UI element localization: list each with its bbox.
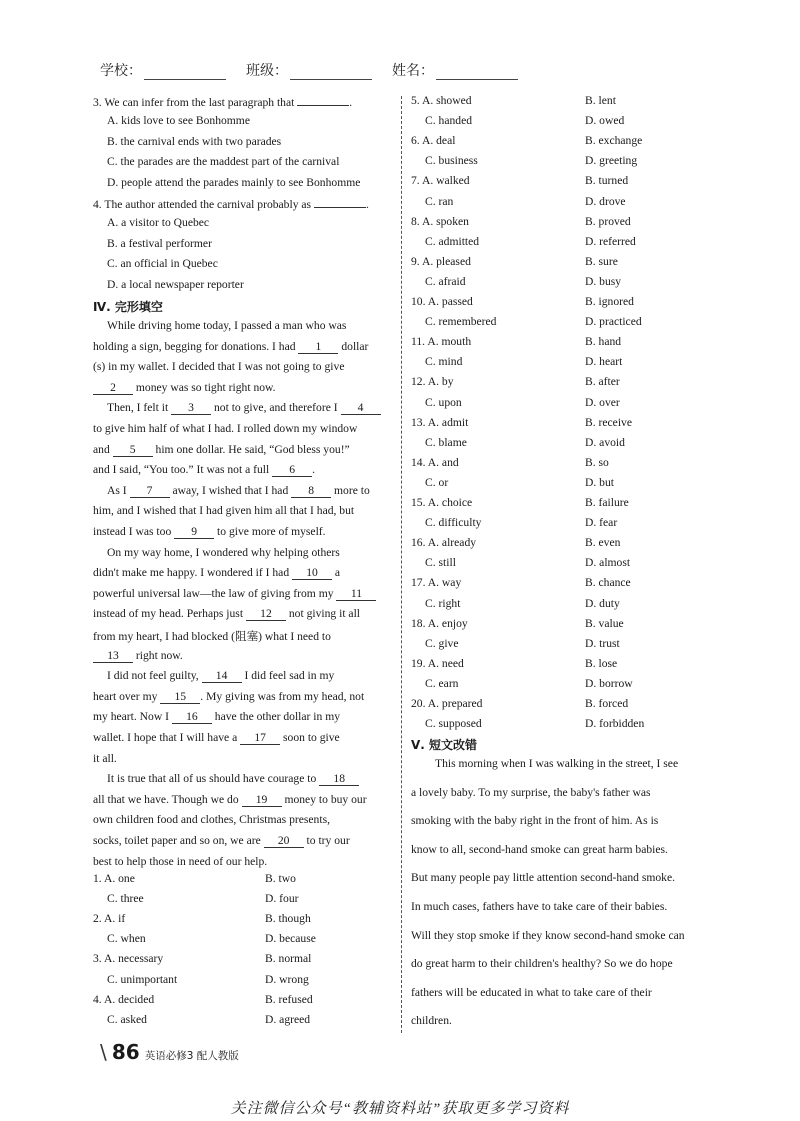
name-field[interactable] [436,65,518,80]
option-b: B. forced [585,697,629,710]
passage-text: It is true that all of us should have courage to [107,772,320,786]
blank-number: 10 [292,567,332,580]
option-a: C. supposed [425,717,482,731]
option-b: D. over [585,395,620,409]
option-b: D. but [585,475,614,489]
option-a: 4. A. decided [93,992,155,1006]
school-label: 学校： [100,63,142,79]
blank-number: 18 [319,773,359,786]
passage-line [93,566,340,580]
option-a: 12. A. by [411,375,454,389]
passage-line [93,628,331,644]
passage-text: I did not feel guilty, [107,669,202,683]
blank-number: 8 [291,485,331,498]
blank-number: 9 [174,526,214,539]
option-b: D. practiced [585,315,642,329]
book-title: 英语必修3 配人教版 [144,1050,239,1062]
option-a: C. or [425,475,449,489]
option-b: D. almost [585,556,631,570]
option-b: D. four [265,892,299,906]
passage-line [93,360,344,373]
passage-text: While driving home today, I passed a man who was [107,319,347,332]
option: B. the carnival ends with two parades [107,135,282,148]
answer-blank [314,196,366,208]
blank-number: 12 [246,608,286,621]
blank-number: 13 [93,650,133,663]
option-a: C. difficulty [425,516,482,530]
passage-text: it all. [93,751,117,765]
passage-text: instead I was too [93,525,175,538]
passage-text: right now. [133,648,183,662]
passage-line: children. [411,1014,452,1028]
blank-number: 19 [242,794,282,807]
passage-text: heart over my [93,689,161,703]
option-a: 20. A. prepared [411,697,483,710]
passage-line [93,607,360,621]
passage-line: know to all, second-hand smoke can great harm babies. [411,842,668,856]
passage-text: to give more of myself. [214,525,326,538]
blank-number: 5 [113,444,153,457]
page-number: 86 [111,1040,140,1064]
option-a: C. upon [425,395,462,409]
option-b: D. greeting [585,154,638,168]
option-b: B. lent [585,94,616,107]
option-a: 17. A. way [411,576,462,590]
passage-line [107,546,340,559]
passage-text: As I [107,483,130,497]
option-a: 7. A. walked [411,174,470,188]
passage-text: socks, toilet paper and so on, we are [93,834,264,847]
option-b: D. referred [585,234,636,248]
option-b: D. wrong [265,972,309,986]
passage-text: all that we have. Though we do [93,792,242,806]
passage-line [93,381,276,395]
class-label: 班级： [246,63,288,79]
option-a: 18. A. enjoy [411,616,468,630]
option-a: 2. A. if [93,912,126,926]
option-b: B. lose [585,656,618,670]
option-a: 8. A. spoken [411,214,469,228]
passage-text: a [332,566,341,580]
class-field[interactable] [290,65,372,80]
blank-number: 3 [171,402,211,415]
passage-text: my heart. Now I [93,710,172,724]
passage-line [107,401,381,415]
passage-line: This morning when I was walking in the street, I see [435,757,679,770]
option-b: D. owed [585,114,625,128]
option-a: 1. A. one [93,872,135,885]
option-a: 11. A. mouth [411,335,472,349]
option-b: B. hand [585,335,622,349]
passage-text: . My giving was from my head, not [200,689,365,703]
footer: \ 86 英语必修3 配人教版 [100,1040,239,1064]
passage-text: . [312,463,316,477]
passage-text: holding a sign, begging for donations. I had [93,339,299,353]
passage-text: best to help those in need of our help. [93,854,268,868]
passage-text: and I said, “You too.” It was not a full [93,463,273,477]
passage-line [93,710,340,724]
passage-text: Then, I felt it [107,401,172,415]
option-a: C. ran [425,194,454,208]
option-a: C. earn [425,676,459,690]
passage-line: fathers will be educated in what to take care of their [411,985,652,999]
passage-line [107,484,370,498]
passage-line [93,855,267,868]
header-school [100,60,226,80]
option-a: C. remembered [425,315,497,329]
column-divider [401,96,402,1033]
option-b: D. trust [585,636,620,650]
passage-text: him one dollar. He said, “God bless you!” [152,442,350,456]
option-b: B. turned [585,174,629,188]
passage-line [93,525,326,539]
passage-line [107,772,359,786]
passage-text: to try our [303,834,350,847]
option-a: C. still [425,556,456,570]
blank-number: 17 [240,732,280,745]
blank-number: 4 [341,402,381,415]
section-4-title: Ⅳ. 完形填空 [93,300,163,314]
section-5-title: Ⅴ. 短文改错 [411,738,478,752]
option: C. an official in Quebec [107,257,218,270]
option-a: C. three [107,892,144,906]
option-a: C. when [107,932,146,946]
school-field[interactable] [144,65,226,80]
passage-text: powerful universal law—the law of giving from my [93,586,337,600]
passage-line: smoking with the baby right in the front of him. As is [411,814,659,828]
option-b: B. so [585,455,609,469]
option-b: D. drove [585,194,626,208]
option-b: D. borrow [585,676,633,690]
blank-number: 7 [130,485,170,498]
passage-text: soon to give [280,731,340,744]
passage-line [93,422,357,435]
option-a: C. mind [425,355,463,369]
option-a: C. give [425,636,459,650]
option-b: D. heart [585,355,623,369]
passage-line [107,669,334,683]
passage-text: to give him half of what I had. I rolled down my window [93,422,358,435]
passage-text: have the other dollar in my [211,710,341,724]
blank-number: 11 [336,588,376,601]
option-b: D. because [265,932,316,946]
option-a: C. asked [107,1012,147,1026]
option: D. people attend the parades mainly to see Bonhomme [107,176,361,189]
answer-blank [297,94,349,106]
option-b: D. duty [585,596,620,610]
passage-line [93,463,315,477]
passage-line [93,834,350,848]
option-a: 19. A. need [411,656,464,670]
passage-text: and [93,442,113,456]
option-a: 15. A. choice [411,496,473,509]
blank-number: 2 [93,382,133,395]
passage-text: wallet. I hope that I will have a [93,731,241,744]
option-a: C. admitted [425,234,480,248]
option-a: C. right [425,596,461,610]
option-a: 9. A. pleased [411,254,471,268]
option-b: B. sure [585,254,618,268]
blank-number: 16 [172,711,212,724]
passage-text: from my heart, I had blocked (阻塞) what I need to [93,630,331,643]
option-a: C. handed [425,114,473,128]
passage-text: own children food and clothes, Christmas presents, [93,813,330,827]
passage-text: dollar [338,339,369,353]
option-b: B. failure [585,496,629,509]
passage-line [93,587,376,601]
option-b: B. chance [585,576,631,590]
option-a: 16. A. already [411,536,477,550]
passage-line: a lovely baby. To my surprise, the baby's father was [411,785,651,799]
passage-line [93,649,183,663]
passage-line [107,319,346,332]
option-a: 3. A. necessary [93,952,164,966]
option: A. kids love to see Bonhomme [107,114,250,127]
option: A. a visitor to Quebec [107,216,210,229]
option-b: B. even [585,536,621,550]
option-b: D. forbidden [585,717,645,731]
blank-number: 1 [298,341,338,354]
option-b: B. refused [265,992,313,1006]
passage-text: not giving it all [285,607,361,621]
option-b: D. avoid [585,435,625,449]
blank-number: 14 [202,670,242,683]
passage-line [93,731,340,745]
blank-number: 15 [160,691,200,704]
blank-number: 6 [272,464,312,477]
option: B. a festival performer [107,237,212,250]
passage-line [93,813,330,826]
option: D. a local newspaper reporter [107,278,244,291]
option-a: C. afraid [425,274,466,288]
passage-line: do great harm to their children's healthy? So we do hope [411,957,673,971]
option-a: 14. A. and [411,455,459,469]
header-class [246,60,372,80]
option-b: B. after [585,375,620,389]
passage-text: (s) in my wallet. I decided that I was not going to give [93,360,345,374]
question-4: 4. The author attended the carnival probably as . [93,198,369,211]
option-b: B. proved [585,214,631,228]
passage-text: instead of my head. Perhaps just [93,607,246,621]
option-b: D. fear [585,516,618,530]
option-b: B. though [265,912,311,926]
blank-number: 20 [264,835,304,848]
passage-line [93,340,368,354]
passage-text: away, I wished that I had [169,483,292,497]
option-a: C. business [425,154,478,168]
passage-line [93,443,350,457]
passage-text: On my way home, I wondered why helping others [107,545,340,559]
passage-line: In much cases, fathers have to take care of their babies. [411,900,668,913]
question-3: 3. We can infer from the last paragraph that . [93,96,353,109]
name-label: 姓名： [392,63,434,79]
passage-text: him, and I wished that I had given him all that I had, but [93,504,355,518]
passage-text: money to buy our [281,792,367,806]
option-a: C. unimportant [107,972,178,986]
option-b: D. agreed [265,1012,311,1026]
option-b: B. two [265,872,296,885]
passage-text: I did feel sad in my [241,669,335,683]
option-b: D. busy [585,274,622,288]
option-b: B. normal [265,952,312,966]
passage-line: Will they stop smoke if they know second-hand smoke can [411,928,685,942]
passage-text: not to give, and therefore I [211,401,341,415]
passage-line: But many people pay little attention second-hand smoke. [411,871,676,885]
passage-text: didn't make me happy. I wondered if I had [93,566,293,580]
passage-text: more to [331,483,370,497]
option: C. the parades are the maddest part of the carnival [107,155,340,168]
option-b: B. exchange [585,134,643,148]
passage-text: money was so tight right now. [133,380,276,394]
option-b: B. ignored [585,295,634,308]
option-a: 10. A. passed [411,295,473,308]
header-name [392,60,518,80]
option-a: 6. A. deal [411,134,456,148]
option-b: B. receive [585,415,632,429]
option-a: 13. A. admit [411,415,469,429]
option-b: B. value [585,616,624,630]
passage-line [93,504,354,517]
watermark: 关注微信公众号“教辅资料站”获取更多学习资料 [230,1101,570,1117]
option-a: 5. A. showed [411,94,472,107]
passage-line [93,690,364,704]
option-a: C. blame [425,435,467,449]
passage-line [93,793,367,807]
passage-line [93,752,117,765]
